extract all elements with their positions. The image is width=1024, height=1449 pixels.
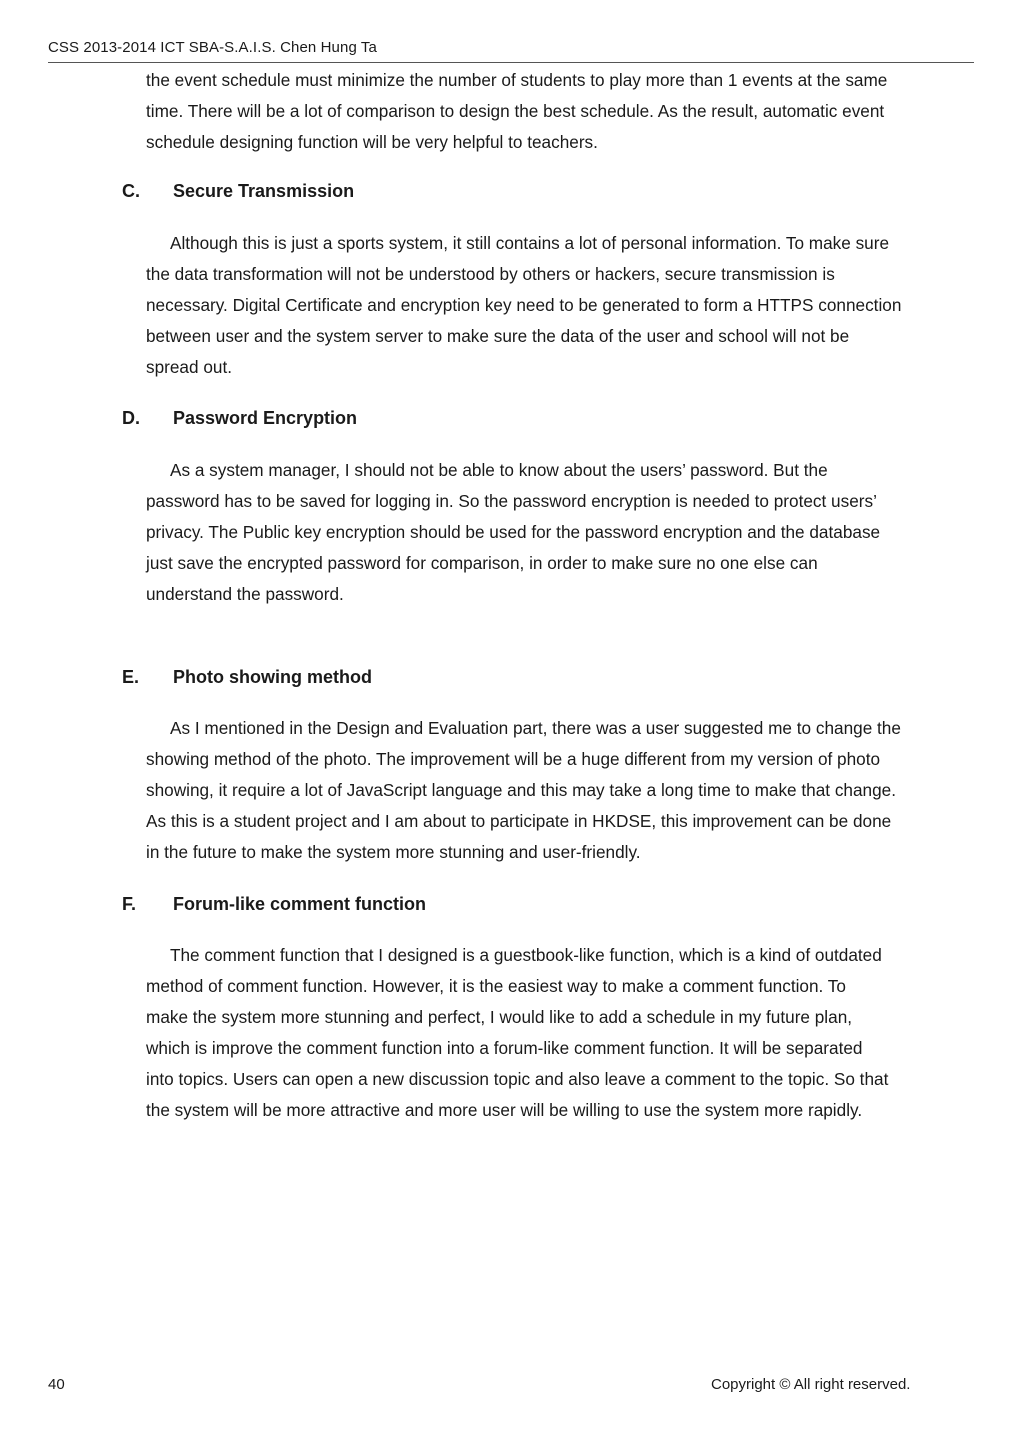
paragraph-line: between user and the system server to make sure the data of the user and school will not be [146, 326, 850, 346]
section-paragraph-d [146, 455, 976, 610]
paragraph-line: showing method of the photo. The improvement will be a huge different from my version of photo [146, 749, 881, 769]
section-letter: E. [122, 667, 140, 687]
paragraph-line: the data transformation will not be understood by others or hackers, secure transmission is [146, 264, 835, 284]
section-heading-e [122, 665, 372, 689]
paragraph-line: spread out. [146, 357, 232, 377]
paragraph-line: password has to be saved for logging in. So the password encryption is needed to protect users’ [146, 491, 877, 511]
paragraph-line: Although this is just a sports system, it still contains a lot of personal information. To make sure [170, 233, 890, 253]
section-paragraph-f [146, 940, 976, 1126]
paragraph-line: method of comment function. However, it is the easiest way to make a comment function. To [146, 976, 846, 996]
page-header [48, 38, 974, 63]
section-heading-d [122, 406, 357, 430]
section-paragraph-e [146, 713, 976, 868]
paragraph-line: necessary. Digital Certificate and encryption key need to be generated to form a HTTPS connection [146, 295, 902, 315]
section-title: Password Encryption [173, 408, 358, 428]
section-heading-c [122, 179, 354, 203]
intro-line: the event schedule must minimize the number of students to play more than 1 events at the same [146, 70, 888, 90]
section-title: Photo showing method [173, 667, 372, 687]
paragraph-line: showing, it require a lot of JavaScript language and this may take a long time to make that change. [146, 780, 896, 800]
section-letter: D. [122, 408, 140, 428]
paragraph-line: the system will be more attractive and more user will be willing to use the system more rapidly. [146, 1100, 863, 1120]
copyright-notice: Copyright © All right reserved. [711, 1376, 911, 1393]
section-letter: F. [122, 894, 137, 914]
paragraph-line: in the future to make the system more stunning and user-friendly. [146, 842, 641, 862]
paragraph-line: privacy. The Public key encryption should be used for the password encryption and the database [146, 522, 881, 542]
section-paragraph-c [146, 228, 976, 383]
paragraph-line: into topics. Users can open a new discussion topic and also leave a comment to the topic. So that [146, 1069, 889, 1089]
section-letter: C. [122, 181, 140, 201]
paragraph-line: The comment function that I designed is a guestbook-like function, which is a kind of outdated [170, 945, 882, 965]
paragraph-line: just save the encrypted password for comparison, in order to make sure no one else can [146, 553, 818, 573]
header-text: CSS 2013-2014 ICT SBA-S.A.I.S. Chen Hung Ta [48, 39, 377, 56]
paragraph-line: which is improve the comment function into a forum-like comment function. It will be separated [146, 1038, 863, 1058]
paragraph-line: As a system manager, I should not be able to know about the users’ password. But the [170, 460, 828, 480]
paragraph-line: As I mentioned in the Design and Evaluation part, there was a user suggested me to change the [170, 718, 901, 738]
paragraph-line: As this is a student project and I am about to participate in HKDSE, this improvement can be done [146, 811, 892, 831]
paragraph-line: make the system more stunning and perfect, I would like to add a schedule in my future plan, [146, 1007, 853, 1027]
section-title: Forum-like comment function [173, 894, 427, 914]
intro-line: schedule designing function will be very helpful to teachers. [146, 132, 598, 152]
page-number: 40 [48, 1376, 65, 1393]
section-title: Secure Transmission [173, 181, 355, 201]
intro-paragraph [146, 65, 976, 158]
intro-line: time. There will be a lot of comparison to design the best schedule. As the result, automatic event [146, 101, 885, 121]
section-heading-f [122, 892, 426, 916]
paragraph-line: understand the password. [146, 584, 344, 604]
